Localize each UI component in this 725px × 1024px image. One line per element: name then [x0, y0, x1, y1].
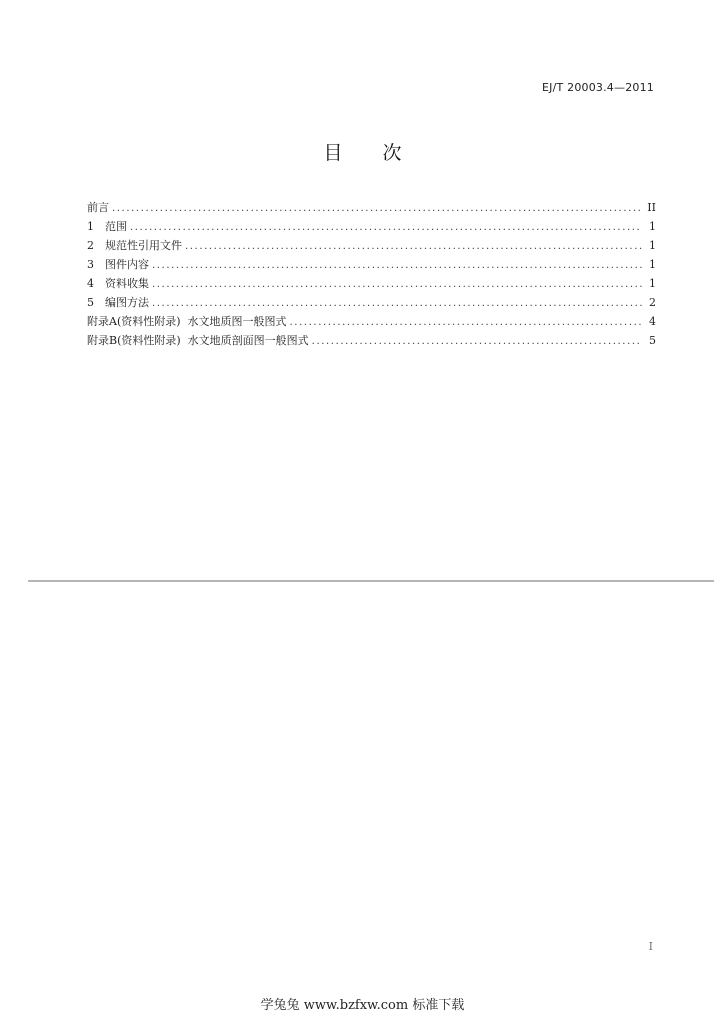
toc-entry-normative-references[interactable]	[87, 236, 656, 255]
page-divider	[28, 580, 714, 582]
toc-leader-dots	[112, 199, 642, 218]
toc-leader-dots	[152, 294, 642, 313]
toc-entry-page: 1	[649, 277, 656, 290]
toc-entry-page: 1	[649, 239, 656, 252]
toc-entry-label: 范围	[105, 220, 127, 233]
toc-entry-label: 资料收集	[105, 277, 149, 290]
toc-entry-page: 2	[649, 296, 656, 309]
toc-entry-scope[interactable]	[87, 217, 656, 236]
toc-entry-number: 4	[87, 277, 94, 290]
toc-entry-number: 3	[87, 258, 94, 271]
toc-entry-appendix-a[interactable]	[87, 312, 656, 331]
toc-entry-compilation-method[interactable]	[87, 293, 656, 312]
toc-leader-dots	[312, 332, 642, 351]
toc-entry-page: 4	[649, 315, 656, 328]
toc-entry-label: 图件内容	[105, 258, 149, 271]
site-watermark: 学兔兔 www.bzfxw.com 标准下载	[260, 998, 465, 1013]
toc-entry-page: 1	[649, 220, 656, 233]
toc-leader-dots	[152, 256, 642, 275]
toc-entry-page: 1	[649, 258, 656, 271]
toc-entry-label: 编图方法	[105, 296, 149, 309]
toc-entry-page: II	[647, 201, 656, 214]
toc-entry-label: 附录A(资料性附录) 水文地质图一般图式	[87, 315, 287, 328]
table-of-contents	[87, 198, 656, 350]
toc-entry-number: 1	[87, 220, 94, 233]
toc-leader-dots	[290, 313, 642, 332]
toc-entry-label: 附录B(资料性附录) 水文地质剖面图一般图式	[87, 334, 309, 347]
document-code: EJ/T 20003.4—2011	[542, 81, 654, 94]
page-number: I	[648, 940, 653, 953]
toc-leader-dots	[130, 218, 642, 237]
toc-entry-data-collection[interactable]	[87, 274, 656, 293]
toc-entry-label: 规范性引用文件	[105, 239, 182, 252]
toc-entry-page: 5	[649, 334, 656, 347]
toc-entry-number: 2	[87, 239, 94, 252]
toc-entry-preface[interactable]	[87, 198, 656, 217]
toc-leader-dots	[152, 275, 642, 294]
toc-title: 目次	[323, 142, 442, 164]
toc-entry-label: 前言	[87, 201, 109, 214]
toc-entry-appendix-b[interactable]	[87, 331, 656, 350]
toc-entry-map-content[interactable]	[87, 255, 656, 274]
toc-leader-dots	[185, 237, 642, 256]
toc-entry-number: 5	[87, 296, 94, 309]
